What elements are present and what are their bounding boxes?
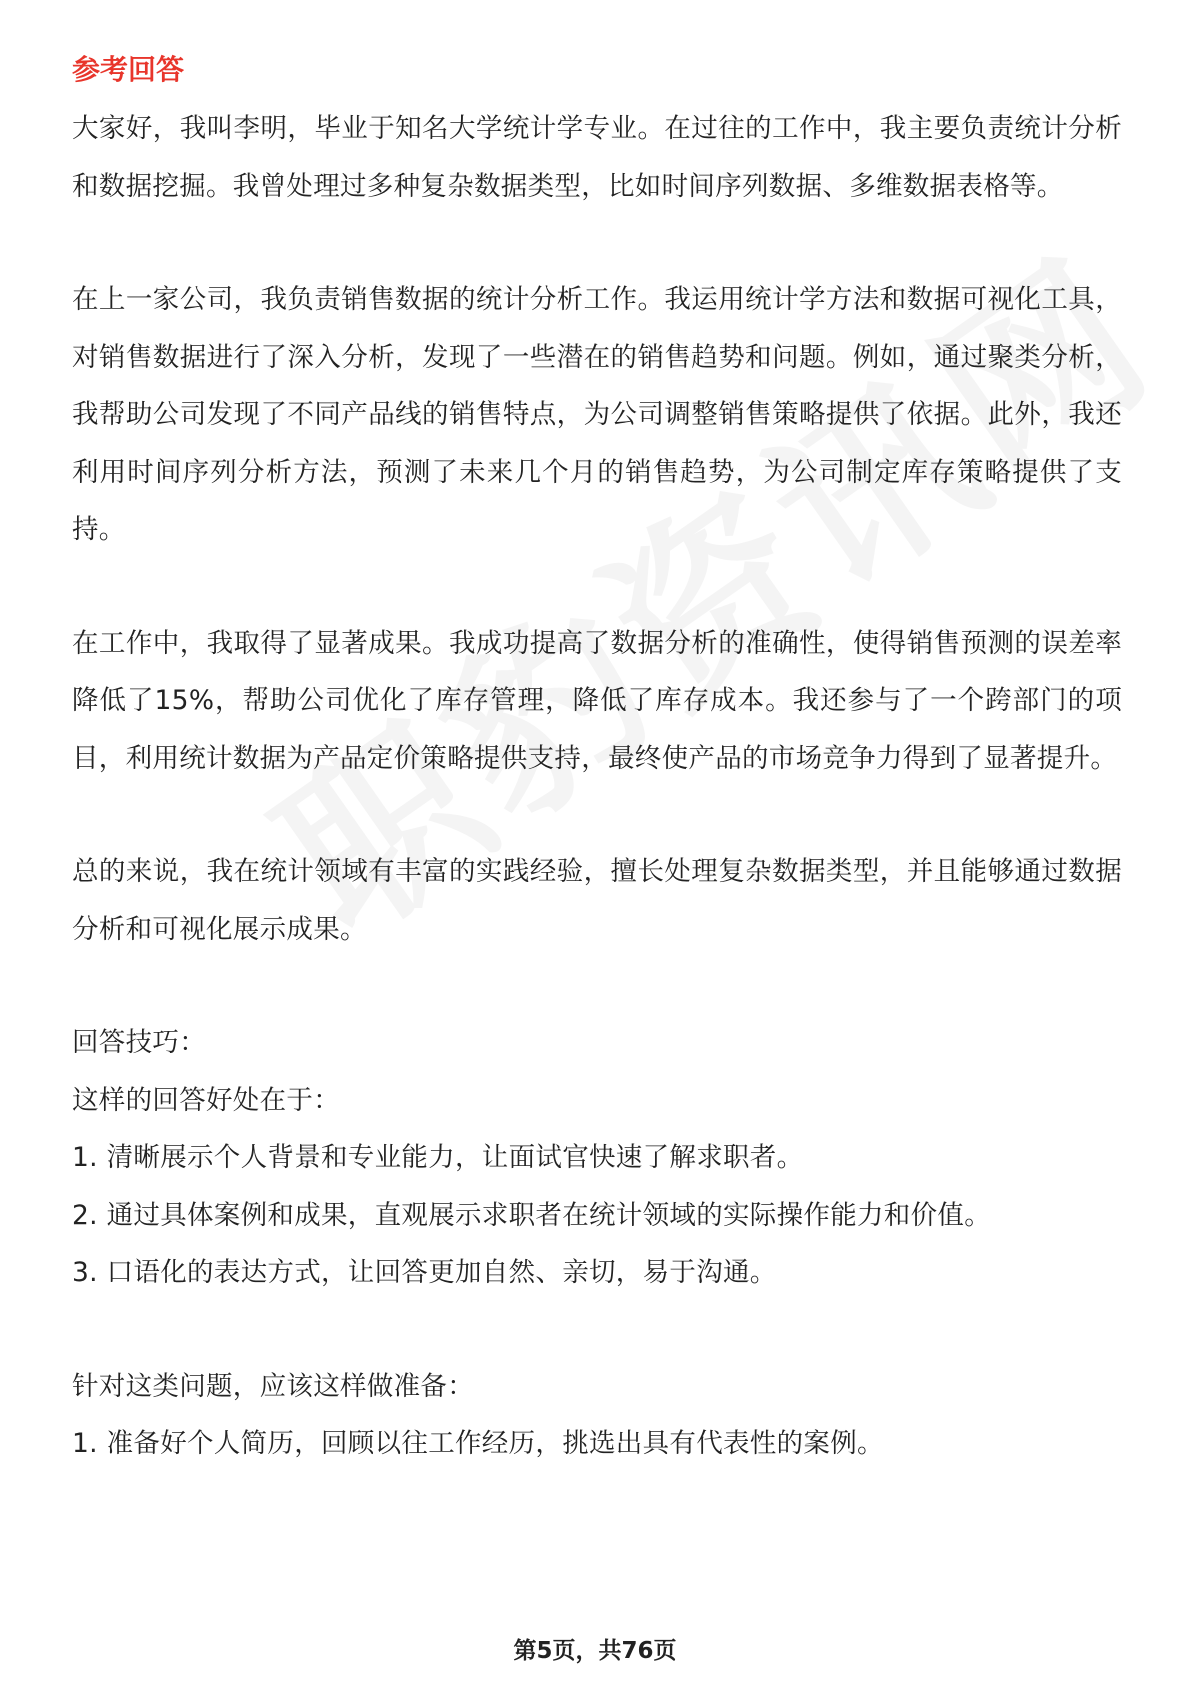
page-number: 第5页，共76页 (513, 1638, 677, 1664)
tips-item-1: 1. 清晰展示个人背景和专业能力，让面试官快速了解求职者。 (72, 1142, 804, 1173)
answer-paragraph-4: 总的来说，我在统计领域有丰富的实践经验，擅长处理复杂数据类型，并且能够通过数据分析和可视化展示成果。 (72, 856, 1122, 945)
answer-paragraph-1: 大家好，我叫李明，毕业于知名大学统计学专业。在过往的工作中，我主要负责统计分析和数据挖掘。我曾处理过多种复杂数据类型，比如时间序列数据、多维数据表格等。 (72, 113, 1122, 202)
answer-paragraph-2: 在上一家公司，我负责销售数据的统计分析工作。我运用统计学方法和数据可视化工具，对销售数据进行了深入分析，发现了一些潜在的销售趋势和问题。例如，通过聚类分析，我帮助公司发现了不同产品线的销售特点，为公司调整销售策略提供了依据。此外，我还利用时间序列分析方法，预测了未来几个月的销售趋势，为公司制定库存策略提供了支持。 (72, 284, 1122, 545)
prep-title: 针对这类问题，应该这样做准备： (72, 1370, 474, 1402)
tips-item-2: 2. 通过具体案例和成果，直观展示求职者在统计领域的实际操作能力和价值。 (72, 1199, 992, 1231)
tips-intro: 这样的回答好处在于： (72, 1084, 340, 1116)
section-heading: 参考回答 (72, 53, 185, 86)
answer-paragraph-3: 在工作中，我取得了显著成果。我成功提高了数据分析的准确性，使得销售预测的误差率降低了15%，帮助公司优化了库存管理，降低了库存成本。我还参与了一个跨部门的项目，利用统计数据为产品定价策略提供支持，最终使产品的市场竞争力得到了显著提升。 (72, 627, 1122, 774)
tips-item-3: 3. 口语化的表达方式，让回答更加自然、亲切，易于沟通。 (72, 1257, 777, 1288)
prep-item-1: 1. 准备好个人简历，回顾以往工作经历，挑选出具有代表性的案例。 (72, 1428, 884, 1459)
tips-title: 回答技巧： (72, 1027, 206, 1058)
document-page (72, 50, 1122, 1473)
